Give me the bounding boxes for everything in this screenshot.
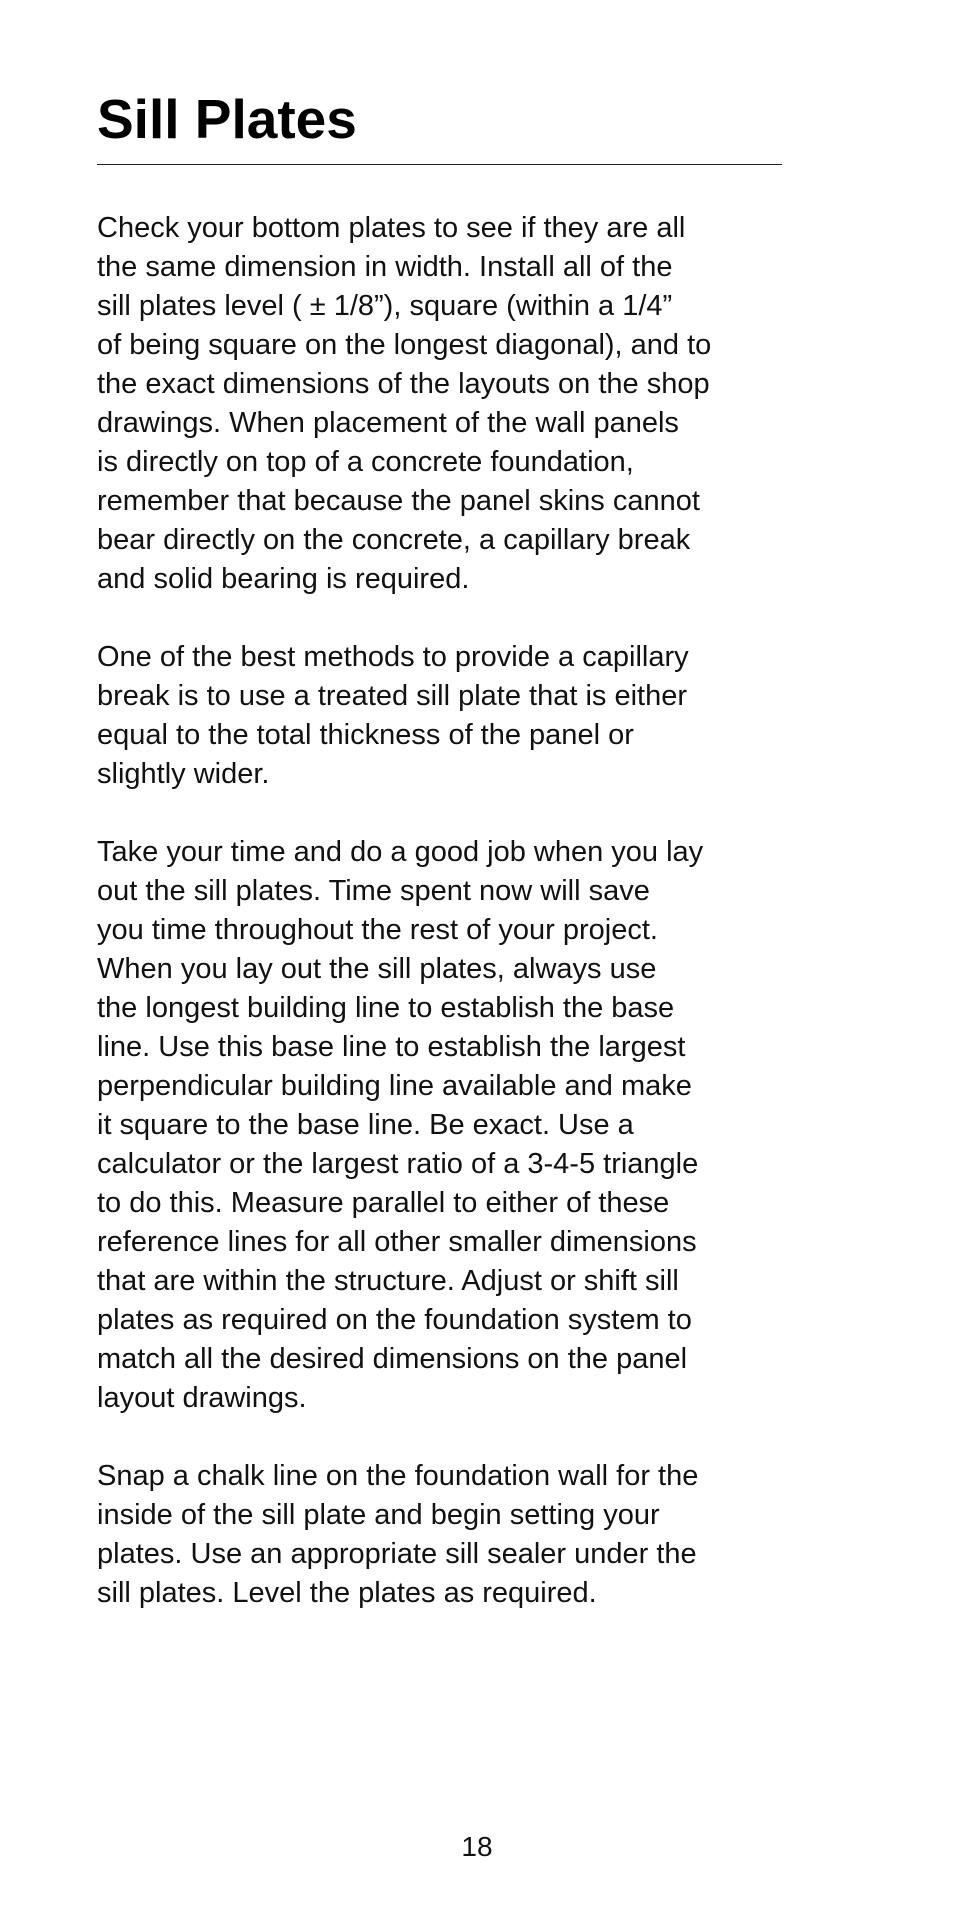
paragraph-layout-sill-plates: Take your time and do a good job when you lay out the sill plates. Time spent now will save you time throughout the rest of your project. When you lay out the sill plates, always use the longest building line to establish the base line. Use this base line to establish the largest perpendicular building line available and make it square to the base line. Be exact. Use a calculator or the largest ratio of a 3-4-5 triangle to do this. Measure parallel to either of these reference lines for all other smaller dimensions that are within the structure. Adjust or shift sill plates as required on the foundation system to match all the desired dimensions on the panel layout drawings. bbox=[97, 836, 704, 1414]
page-title: Sill Plates bbox=[97, 88, 357, 150]
body-text bbox=[97, 209, 797, 1652]
title-divider bbox=[97, 164, 782, 165]
paragraph-bottom-plates: Check your bottom plates to see if they are all the same dimension in width. Install all of the sill plates level ( ± 1/8”), square (within a 1/4” of being square on the longest diagonal), and to the exact dimensions of the layouts on the shop drawings. When placement of the wall panels is directly on top of a concrete foundation, remember that because the panel skins cannot bear directly on the concrete, a capillary break and solid bearing is required. bbox=[97, 212, 712, 595]
paragraph-capillary-break: One of the best methods to provide a capillary break is to use a treated sill plate that is either equal to the total thickness of the panel or slightly wider. bbox=[97, 641, 689, 790]
page-number: 18 bbox=[461, 1831, 493, 1862]
paragraph-chalk-line: Snap a chalk line on the foundation wall for the inside of the sill plate and begin setting your plates. Use an appropriate sill sealer under the sill plates. Level the plates as required. bbox=[97, 1460, 699, 1609]
